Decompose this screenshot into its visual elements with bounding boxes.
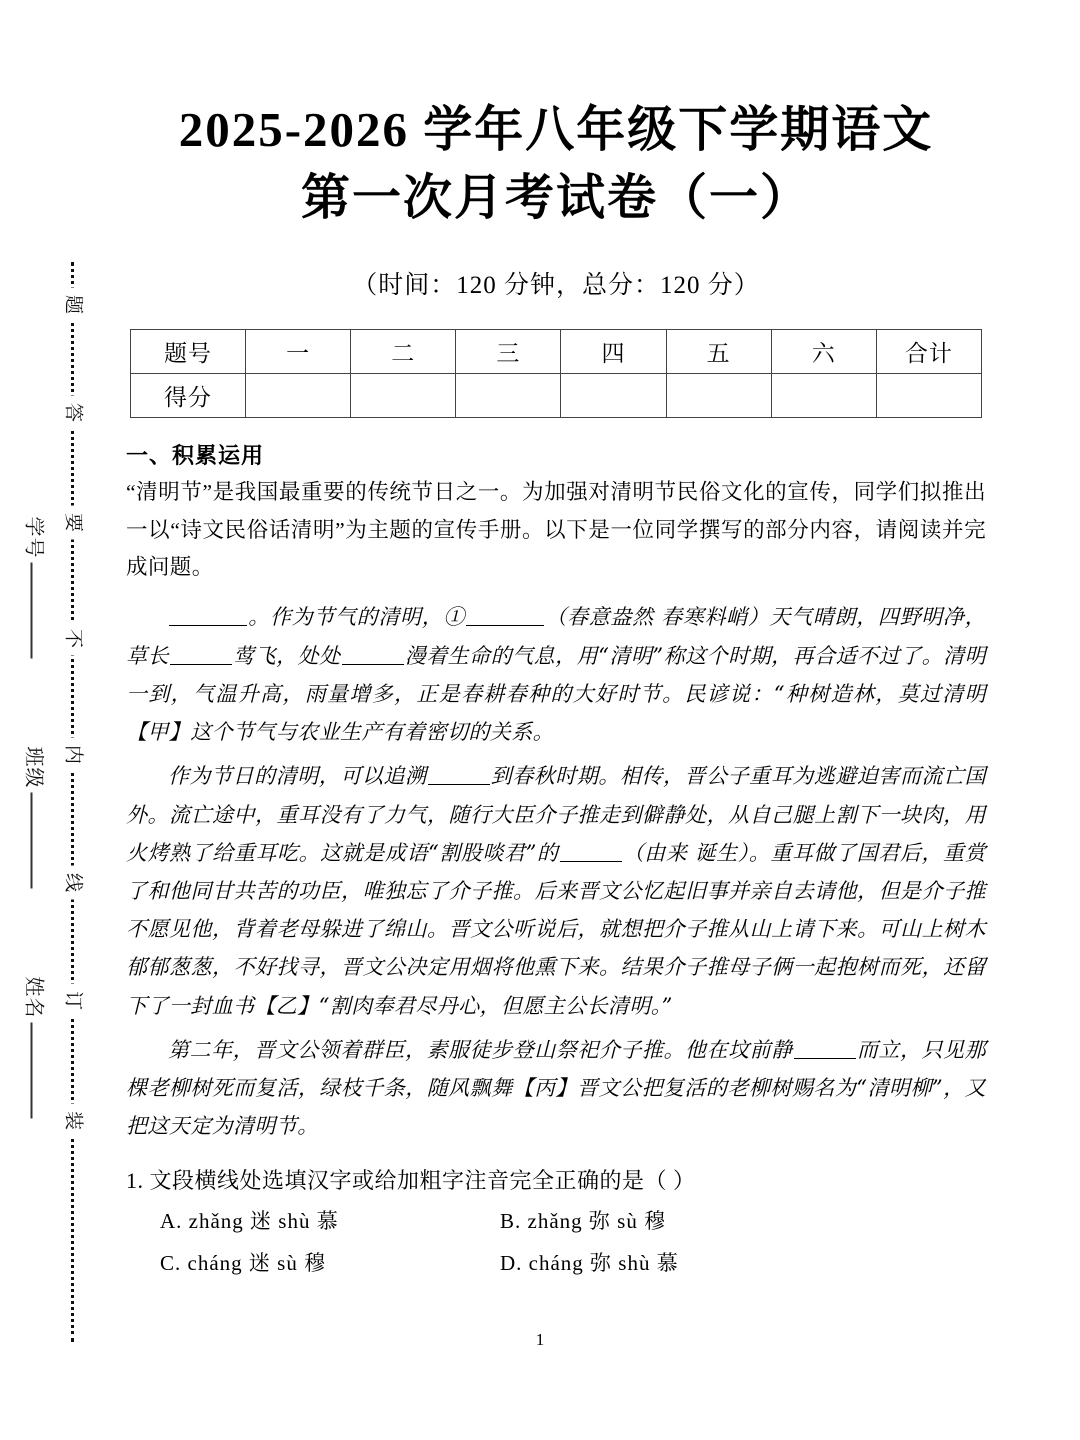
section-intro: “清明节”是我国最重要的传统节日之一。为加强对清明节民俗文化的宣传，同学们拟推出一以“诗文民俗话清明”为主题的宣传手册。以下是一位同学撰写的部分内容，请阅读并完成问题。 [126,480,986,580]
seal-char-3: 不 [61,622,86,656]
score-cell-0-6: 合计 [876,330,981,374]
passage-p1-c: 莺飞，处处 [233,643,341,668]
blank-rule[interactable] [466,625,544,626]
student-id-label: 学号 [22,516,45,559]
exam-page [126,0,986,1289]
blank-rule[interactable] [169,625,247,626]
seal-char-1: 答 [61,396,86,430]
seal-char-7: 装 [61,1104,86,1138]
score-cell-0-5: 六 [771,330,876,374]
option-c[interactable]: C. cháng 迷 sù 穆 [160,1250,327,1275]
name-label: 姓名 [22,976,45,1019]
score-cell-0-3: 四 [561,330,666,374]
seal-char-5: 线 [61,866,86,900]
score-cell-1-6[interactable] [876,374,981,418]
blank-rule[interactable] [560,861,622,862]
passage-paragraph-3 [126,1031,986,1146]
passage-p2-b: 到春秋时期。相传，晋公子重耳为逃避迫害而流亡国外。流亡途中，重耳没有了力气，随行大臣介子推走到僻静处，从自己腿上割下一块肉，用火烤熟了给重耳吃。这就是成语“割股啖君”的 [126,764,986,865]
passage-p2-c: （由来 诞生）。重耳做了国君后，重赏了和他同甘共苦的功臣，唯独忘了介子推。后来晋文公忆起旧事并亲自去请他，但是介子推不愿见他，背着老母躲进了绵山。晋文公听说后，就想把介子推从山上请下来。可山上树木郁郁葱葱，不好找寻，晋文公决定用烟将他熏下来。结果介子推母子俩一起抱树而死，还留下了一封血书【乙】“割肉奉君尽丹心，但愿主公长清明。” [126,840,987,1018]
score-cell-1-3[interactable] [561,374,666,418]
passage-p1-a: 。作为节气的清明，① [248,605,466,630]
option-d[interactable]: D. cháng 弥 shù 慕 [500,1250,679,1275]
section-heading: 一、积累运用 [126,443,265,469]
blank-rule[interactable] [170,664,232,665]
blank-rule[interactable] [428,784,490,785]
seal-char-6: 订 [61,984,86,1018]
score-cell-0-4: 五 [666,330,771,374]
option-row [160,1205,986,1235]
seal-char-2: 要 [61,506,86,540]
page-number: 1 [535,1330,545,1349]
sealing-band [0,0,120,1440]
score-cell-0-2: 三 [456,330,561,374]
class-rule[interactable] [31,793,33,889]
score-cell-0-1: 二 [351,330,456,374]
student-id-rule[interactable] [31,563,33,659]
name-field[interactable] [22,977,51,1033]
score-table [130,329,982,418]
passage-paragraph-2 [126,757,986,1025]
page-title-line2: 第一次月考试卷（一） [300,169,811,225]
passage-p3-b: 而立，只见那棵老柳树死而复活，绿枝千条，随风飘舞【丙】晋文公把复活的老柳树赐名为“清明柳”，又把这天定为清明节。 [126,1037,986,1139]
class-field[interactable] [22,747,51,803]
option-b[interactable]: B. zhǎng 弥 sù 穆 [500,1208,667,1233]
score-cell-1-2[interactable] [456,374,561,418]
page-title-line1: 2025-2026 学年八年级下学期语文 [178,102,934,157]
score-cell-1-4[interactable] [666,374,771,418]
question-1-stem: 1. 文段横线处选填汉字或给加粗字注音完全正确的是（ ） [126,1167,696,1193]
score-cell-1-1[interactable] [351,374,456,418]
passage-p2-a: 作为节日的清明，可以追溯 [168,764,427,789]
seal-char-4: 内 [61,738,86,772]
question-1-options [160,1205,986,1277]
student-id-field[interactable] [22,517,51,573]
table-row [131,330,982,374]
name-rule[interactable] [31,1023,33,1119]
passage-p1-b: （春意盎然 春寒料峭）天气晴朗，四野明净，草长 [126,605,987,668]
exam-subtitle: （时间：120 分钟，总分：120 分） [352,272,760,300]
passage-paragraph-1 [126,598,986,751]
blank-rule[interactable] [794,1058,856,1059]
score-cell-0-0: 一 [246,330,351,374]
passage-p3-a: 第二年，晋文公领着群臣，素服徒步登山祭祀介子推。他在坟前静 [168,1037,793,1062]
seal-char-0: 题 [61,288,86,322]
score-cell-1-5[interactable] [771,374,876,418]
option-row [160,1247,986,1277]
score-cell-1-0[interactable] [246,374,351,418]
blank-rule[interactable] [342,664,404,665]
table-row [131,374,982,418]
score-row-head-1: 得分 [131,374,246,418]
option-a[interactable]: A. zhǎng 迷 shù 慕 [160,1208,339,1233]
score-row-head-0: 题号 [131,330,246,374]
class-label: 班级 [22,746,45,789]
passage-p1-d: 漫着生命的气息，用“清明”称这个时期，再合适不过了。清明一到，气温升高，雨量增多，正是春耕春种的大好时节。民谚说：“种树造林，莫过清明【甲】这个节气与农业生产有着密切的关系。 [126,643,986,745]
